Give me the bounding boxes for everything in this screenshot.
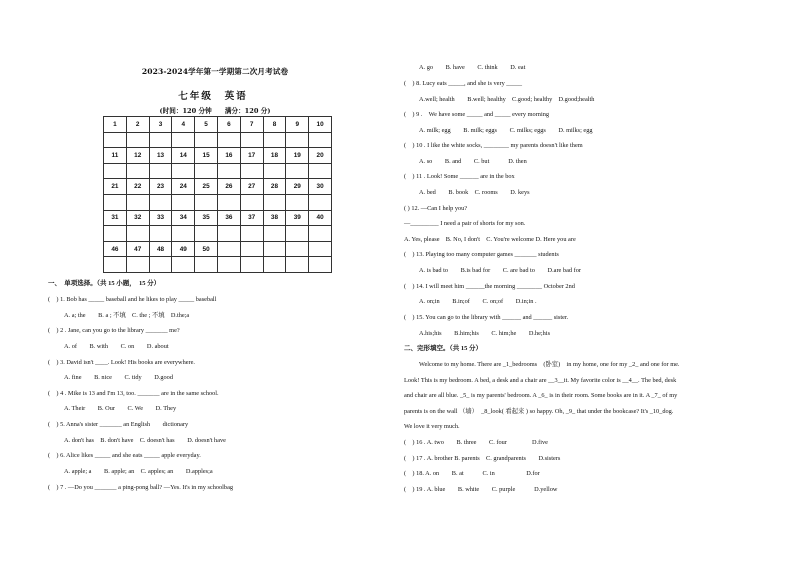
answer-grid-row (104, 117, 332, 133)
options-line: A. milk; egg B. milk; eggs C. milks; eggs D. milks; egg (419, 127, 593, 134)
question-line: ( ) 4 . Mike is 13 and I'm 13, too. _______ are in the same school. (48, 390, 219, 397)
answer-grid-number: 19 (286, 148, 309, 164)
answer-grid-row (104, 210, 332, 226)
answer-grid-number: 1 (104, 117, 127, 133)
right-column (397, 0, 794, 562)
answer-grid-blank[interactable] (286, 163, 309, 179)
answer-grid-blank[interactable] (104, 163, 127, 179)
answer-grid-blank[interactable] (104, 226, 127, 242)
answer-grid-blank[interactable] (309, 163, 332, 179)
answer-grid-blank[interactable] (104, 194, 127, 210)
answer-grid-blank[interactable] (172, 132, 195, 148)
options-line: A. don't has B. don't have C. doesn't has D. doesn't have (64, 437, 226, 444)
question-line: ( ) 7 . —Do you _______ a ping-pong ball? —Yes. It's in my schoolbag (48, 484, 234, 491)
options-line: A. Their B. Our C. We D. They (64, 405, 177, 412)
answer-grid-blank[interactable] (240, 257, 263, 273)
question-line: ( ) 9 . We have some _____ and _____ every morning (404, 111, 549, 118)
answer-grid-blank[interactable] (240, 241, 263, 257)
question-line: ( ) 8. Lucy eats _____, and she is very _____ (404, 80, 523, 87)
answer-grid-blank[interactable] (286, 257, 309, 273)
answer-grid-row (104, 163, 332, 179)
question-line: ( ) 6. Alice likes _____ and she eats _____ apple everyday. (48, 452, 201, 459)
answer-grid-blank[interactable] (172, 226, 195, 242)
answer-grid-blank[interactable] (217, 132, 240, 148)
answer-grid-row (104, 132, 332, 148)
answer-grid-blank[interactable] (263, 194, 286, 210)
answer-grid-blank[interactable] (240, 163, 263, 179)
options-line: A. fine B. nice C. tidy D.good (64, 374, 173, 381)
question-line: ( ) 18. A. on B. at C. in D.for (404, 470, 540, 477)
passage-line: Welcome to my home. There are _1_bedrooms (卧室) in my home, one for my _2_ and one for me. (419, 361, 680, 368)
options-line: A. on;in B.in;of C. on;of D.in;in . (419, 298, 537, 305)
answer-grid-number: 15 (195, 148, 218, 164)
answer-grid-number: 30 (309, 179, 332, 195)
answer-grid-blank[interactable] (263, 226, 286, 242)
answer-grid-number: 50 (195, 241, 218, 257)
answer-grid-number: 24 (172, 179, 195, 195)
answer-grid-number: 18 (263, 148, 286, 164)
section-heading-cloze: 二、完形填空。（共 15 分） (404, 345, 482, 352)
options-line: A. Yes, please B. No, I don't C. You're welcome D. Here you are (404, 236, 576, 243)
answer-grid-number: 32 (126, 210, 149, 226)
answer-grid-number: 40 (309, 210, 332, 226)
answer-grid-blank[interactable] (309, 226, 332, 242)
answer-grid-blank[interactable] (240, 226, 263, 242)
options-line: A. go B. have C. think D. eat (419, 64, 526, 71)
answer-grid-blank[interactable] (240, 194, 263, 210)
exam-title: 2023-2024学年第一学期第二次月考试卷 (141, 67, 289, 76)
answer-grid-row (104, 148, 332, 164)
passage-line: and chair are all blue. _5_ is my parents' bedroom. A _6_ is in their room. Some books are in it. A _7_ of my (404, 392, 678, 399)
answer-grid-blank[interactable] (217, 241, 240, 257)
answer-grid-number: 27 (240, 179, 263, 195)
options-line: A. so B. and C. but D. then (419, 158, 527, 165)
answer-grid-number: 25 (195, 179, 218, 195)
answer-grid-blank[interactable] (263, 257, 286, 273)
answer-grid-blank[interactable] (104, 132, 127, 148)
answer-grid-number: 16 (217, 148, 240, 164)
answer-grid-blank[interactable] (195, 226, 218, 242)
question-line: ( ) 16 . A. two B. three C. four D.five (404, 439, 548, 446)
answer-grid-number: 11 (104, 148, 127, 164)
answer-grid-blank[interactable] (172, 163, 195, 179)
question-line: ( ) 1. Bob has _____ baseball and he likes to play _____ baseball (48, 296, 217, 303)
question-line: ( ) 10 . I like the white socks, ________ my parents doesn't like them (404, 142, 583, 149)
question-line: ( ) 14. I will meet him ______the morning ________ October 2nd (404, 283, 575, 290)
answer-grid-number: 20 (309, 148, 332, 164)
answer-grid-blank[interactable] (309, 257, 332, 273)
answer-grid-number: 38 (263, 210, 286, 226)
exam-time-score: (时间：120 分钟 满分：120 分) (159, 107, 271, 115)
answer-grid-number: 2 (126, 117, 149, 133)
answer-grid-blank[interactable] (309, 132, 332, 148)
answer-grid-row (104, 226, 332, 242)
question-line: ( ) 2 . Jane, can you go to the library _______ me? (48, 327, 180, 334)
answer-grid-blank[interactable] (286, 194, 309, 210)
options-line: A. a; the B. a ; 不填 C. the ; 不填 D.the;a (64, 312, 190, 319)
passage-line: We love it very much. (404, 423, 460, 430)
answer-grid-number: 10 (309, 117, 332, 133)
answer-grid-blank[interactable] (149, 226, 172, 242)
answer-grid-number: 35 (195, 210, 218, 226)
answer-grid-blank[interactable] (126, 194, 149, 210)
answer-grid-blank[interactable] (149, 132, 172, 148)
answer-grid-number: 14 (172, 148, 195, 164)
section-heading-multiple-choice: 一、 单项选择。（共 15 小题， 15 分） (48, 280, 161, 287)
answer-grid-blank[interactable] (263, 241, 286, 257)
answer-grid-blank[interactable] (126, 257, 149, 273)
answer-grid-blank[interactable] (286, 241, 309, 257)
options-line: A.his;his B.him;his C. him;he D.he;his (419, 330, 551, 337)
question-line: ( ) 19 . A. blue B. white C. purple D.yellow (404, 486, 558, 493)
answer-grid-number: 49 (172, 241, 195, 257)
answer-grid (103, 116, 332, 273)
answer-grid-number: 5 (195, 117, 218, 133)
question-line: ( ) 12. —Can I help you? (404, 205, 468, 212)
answer-grid-number: 31 (104, 210, 127, 226)
options-line: A. is bad to B.is bad for C. are bad to D.are bad for (419, 267, 581, 274)
answer-grid-number: 33 (149, 210, 172, 226)
answer-grid-number: 12 (126, 148, 149, 164)
answer-grid-blank[interactable] (126, 163, 149, 179)
answer-grid-number: 13 (149, 148, 172, 164)
options-line: A. of B. with C. on D. about (64, 343, 169, 350)
answer-grid-number: 39 (286, 210, 309, 226)
question-line: ( ) 3. David isn't ____. Look! His books are everywhere. (48, 359, 195, 366)
answer-grid-blank[interactable] (217, 226, 240, 242)
answer-grid-number: 28 (263, 179, 286, 195)
answer-grid-blank[interactable] (104, 257, 127, 273)
answer-grid-blank[interactable] (263, 163, 286, 179)
answer-grid-blank[interactable] (263, 132, 286, 148)
answer-grid-number: 9 (286, 117, 309, 133)
answer-grid-number: 7 (240, 117, 263, 133)
answer-grid-blank[interactable] (149, 257, 172, 273)
question-line: ( ) 15. You can go to the library with ______ and ______ sister. (404, 314, 569, 321)
answer-grid-row (104, 194, 332, 210)
question-line: ( ) 13. Playing too many computer games _______ students (404, 251, 559, 258)
answer-grid-number: 22 (126, 179, 149, 195)
answer-grid-number: 4 (172, 117, 195, 133)
question-line: ( ) 17 . A. brother B. parents C. grandparents D.sisters (404, 455, 561, 462)
answer-grid-row (104, 179, 332, 195)
answer-grid-blank[interactable] (195, 194, 218, 210)
question-line: —_________ I need a pair of shorts for my son. (404, 220, 526, 227)
answer-grid-blank[interactable] (126, 226, 149, 242)
answer-grid-blank[interactable] (149, 194, 172, 210)
answer-grid-blank[interactable] (240, 132, 263, 148)
answer-grid-blank[interactable] (217, 194, 240, 210)
answer-grid-number: 26 (217, 179, 240, 195)
question-line: ( ) 11 . Look! Some ______ are in the box (404, 173, 515, 180)
answer-grid-blank[interactable] (217, 257, 240, 273)
answer-grid-blank[interactable] (172, 194, 195, 210)
answer-grid-blank[interactable] (286, 132, 309, 148)
answer-grid-blank[interactable] (195, 257, 218, 273)
answer-grid-blank[interactable] (217, 163, 240, 179)
answer-grid-blank[interactable] (286, 226, 309, 242)
answer-grid-number: 47 (126, 241, 149, 257)
question-line: ( ) 5. Anna's sister _______ an English dictionary (48, 421, 189, 428)
answer-grid-blank[interactable] (149, 163, 172, 179)
answer-grid-blank[interactable] (309, 241, 332, 257)
answer-grid-blank[interactable] (309, 194, 332, 210)
answer-grid-number: 3 (149, 117, 172, 133)
passage-line: Look! This is my bedroom. A bed, a desk and a chair are __3__it. My favorite color is __4__. The bed, desk (404, 377, 677, 384)
options-line: A. apple; a B. apple; an C. apples; an D.apples;a (64, 468, 213, 475)
answer-grid-number: 46 (104, 241, 127, 257)
answer-grid-blank[interactable] (126, 132, 149, 148)
answer-grid-row (104, 241, 332, 257)
answer-grid-number: 6 (217, 117, 240, 133)
passage-line: parents is on the wall （墙） _8_look( 看起来 ) so happy. Oh, _9_ that under the bookcase? It's _10_dog. (404, 408, 674, 415)
answer-grid-blank[interactable] (195, 163, 218, 179)
answer-grid-number: 48 (149, 241, 172, 257)
answer-grid-number: 36 (217, 210, 240, 226)
answer-grid-blank[interactable] (195, 132, 218, 148)
exam-subject: 七年级 英语 (178, 91, 248, 102)
options-line: A. bed B. book C. rooms D. keys (419, 189, 530, 196)
answer-grid-blank[interactable] (172, 257, 195, 273)
answer-grid-number: 23 (149, 179, 172, 195)
answer-grid-number: 29 (286, 179, 309, 195)
answer-grid-number: 17 (240, 148, 263, 164)
answer-grid-number: 37 (240, 210, 263, 226)
answer-grid-number: 21 (104, 179, 127, 195)
answer-grid-number: 8 (263, 117, 286, 133)
options-line: A.well; health B.well; healthy C.good; healthy D.good;health (419, 96, 595, 103)
answer-grid-number: 34 (172, 210, 195, 226)
answer-grid-row (104, 257, 332, 273)
